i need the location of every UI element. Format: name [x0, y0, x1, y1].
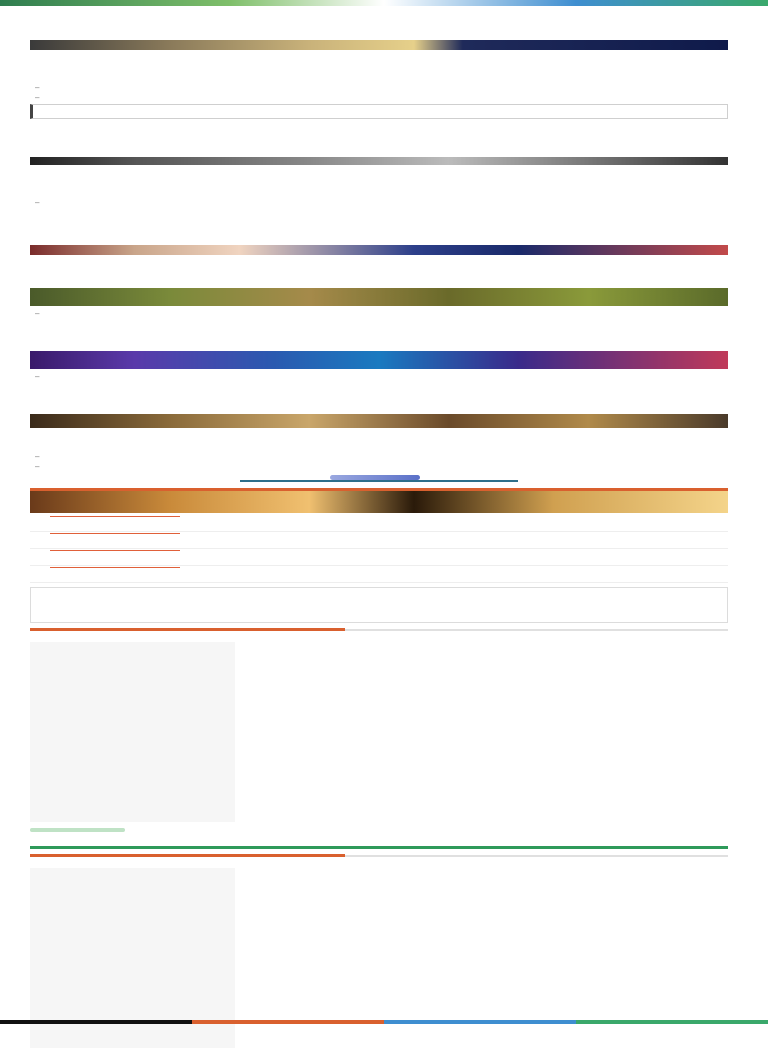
- related-item-title[interactable]: [30, 569, 728, 578]
- section-heading: [30, 121, 728, 133]
- top-banner-strip: [0, 0, 768, 6]
- article-page: [30, 10, 728, 1048]
- green-rule: [30, 846, 728, 849]
- article-image: [30, 157, 728, 165]
- footer-segment: [192, 1020, 384, 1024]
- bullet-link[interactable]: [65, 309, 728, 318]
- related-item[interactable]: [30, 515, 728, 532]
- related-list: [30, 515, 728, 583]
- green-tag[interactable]: [30, 828, 125, 832]
- paragraph: [30, 321, 728, 348]
- section-sidebar: [30, 642, 235, 822]
- article-image: [30, 245, 728, 255]
- bullet-list: [30, 83, 728, 102]
- related-item[interactable]: [30, 549, 728, 566]
- bullet-link[interactable]: [65, 452, 728, 461]
- paragraph: [30, 258, 728, 285]
- bullet-list: [30, 198, 728, 207]
- paragraph: [30, 384, 728, 411]
- related-item[interactable]: [30, 532, 728, 549]
- pager-indicator[interactable]: [330, 475, 420, 480]
- paragraph: [30, 224, 728, 242]
- bullet-list: [30, 309, 728, 318]
- content-section: [30, 629, 728, 822]
- info-box-line[interactable]: [31, 614, 727, 627]
- bullet-link[interactable]: [65, 372, 728, 381]
- related-item-title[interactable]: [30, 535, 728, 544]
- section-rule: [30, 629, 728, 631]
- article-image: [30, 414, 728, 428]
- bullet-link[interactable]: [65, 198, 728, 207]
- footer-segment: [0, 1020, 192, 1024]
- paragraph: [30, 136, 728, 154]
- paragraph: [30, 168, 728, 195]
- item-accent: [50, 516, 180, 517]
- hero-image: [30, 40, 728, 50]
- info-box: [30, 587, 728, 623]
- bullet-link[interactable]: [65, 462, 728, 471]
- paragraph: [30, 431, 728, 449]
- info-box-line: [31, 588, 727, 601]
- related-item-title[interactable]: [30, 552, 728, 561]
- section-heading: [30, 631, 728, 640]
- section-heading: [30, 857, 728, 866]
- related-banner-image: [30, 491, 728, 513]
- item-accent: [50, 550, 180, 551]
- article-title: [30, 10, 728, 26]
- footer-segment: [576, 1020, 768, 1024]
- related-item[interactable]: [30, 566, 728, 583]
- article-image: [30, 351, 728, 369]
- bullet-link[interactable]: [65, 83, 728, 92]
- item-accent: [50, 533, 180, 534]
- section-body: [255, 642, 728, 822]
- gallery-pager[interactable]: [30, 473, 728, 485]
- pager-track: [240, 480, 518, 482]
- highlight-quote[interactable]: [30, 104, 728, 119]
- section-columns: [30, 642, 728, 822]
- article-image: [30, 288, 728, 306]
- bullet-link[interactable]: [65, 93, 728, 102]
- section-rule: [30, 855, 728, 857]
- related-item-title[interactable]: [30, 518, 728, 527]
- bullet-list: [30, 452, 728, 471]
- section-tab: [30, 628, 345, 631]
- bullet-list: [30, 372, 728, 381]
- paragraph: [30, 53, 728, 80]
- info-box-line[interactable]: [31, 601, 727, 614]
- section-tab: [30, 854, 345, 857]
- section-heading: [30, 209, 728, 221]
- footer-color-bar: [0, 1020, 768, 1024]
- item-accent: [50, 567, 180, 568]
- footer-segment: [384, 1020, 576, 1024]
- article-meta: [30, 26, 728, 36]
